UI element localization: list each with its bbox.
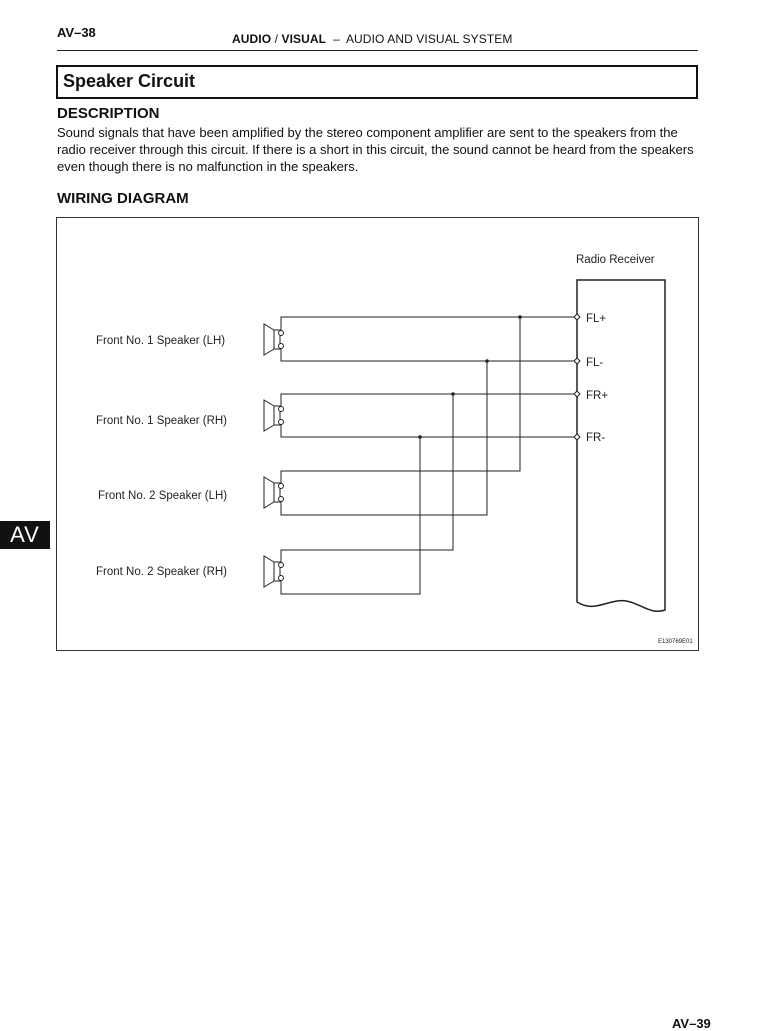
terminal-marker bbox=[574, 391, 580, 397]
wire-fr-plus bbox=[281, 394, 577, 407]
terminal-fr-plus-label: FR+ bbox=[586, 390, 609, 402]
terminal-fr-minus-label: FR- bbox=[586, 432, 606, 444]
wire-no2-rh-plus bbox=[281, 394, 453, 563]
speaker-label-front-no2-lh: Front No. 2 Speaker (LH) bbox=[98, 490, 228, 502]
figure-code: E130769E01 bbox=[658, 639, 693, 645]
header-rule bbox=[57, 50, 698, 51]
wire-no2-lh-plus bbox=[281, 317, 520, 484]
terminal-marker bbox=[574, 314, 580, 320]
junction-dot bbox=[485, 359, 489, 363]
description-text: Sound signals that have been amplified by the stereo component amplifier are sent to the speakers from the radio receiver through this circuit. If there is a short in this circuit, the sound cannot be heard from the speakers even though there is no malfunction in the speakers. bbox=[57, 125, 694, 174]
running-header bbox=[232, 32, 513, 46]
junction-dot bbox=[518, 315, 522, 319]
header-separator: / bbox=[271, 32, 282, 46]
terminal-marker bbox=[574, 434, 580, 440]
junction-dot bbox=[418, 435, 422, 439]
wire-no2-lh-minus bbox=[281, 361, 487, 515]
radio-receiver-box bbox=[577, 280, 665, 611]
title-box bbox=[56, 65, 698, 99]
wire-fl-minus bbox=[281, 348, 577, 361]
wiring-diagram-heading: WIRING DIAGRAM bbox=[57, 190, 189, 207]
description-heading: DESCRIPTION bbox=[57, 105, 160, 122]
header-section-audio: AUDIO bbox=[232, 32, 272, 46]
wire-fl-plus bbox=[281, 317, 577, 331]
page-title: Speaker Circuit bbox=[63, 71, 196, 91]
wire-fr-minus bbox=[281, 424, 577, 437]
terminal-marker bbox=[574, 358, 580, 364]
radio-receiver-label: Radio Receiver bbox=[576, 254, 655, 266]
speaker-label-front-no2-rh: Front No. 2 Speaker (RH) bbox=[96, 566, 228, 578]
junction-dot bbox=[451, 392, 455, 396]
header-section-visual: VISUAL bbox=[281, 32, 327, 46]
wiring-diagram-svg bbox=[57, 218, 698, 650]
side-tab-av: AV bbox=[0, 521, 50, 549]
header-system-name: – AUDIO AND VISUAL SYSTEM bbox=[326, 32, 513, 46]
terminal-fl-plus-label: FL+ bbox=[586, 313, 607, 325]
page-code-bottom: AV–39 bbox=[672, 1016, 711, 1031]
wiring-diagram bbox=[56, 217, 699, 651]
speaker-label-front-no1-rh: Front No. 1 Speaker (RH) bbox=[96, 415, 228, 427]
speaker-label-front-no1-lh: Front No. 1 Speaker (LH) bbox=[96, 335, 226, 347]
terminal-fl-minus-label: FL- bbox=[586, 357, 604, 369]
page-code-top: AV–38 bbox=[57, 25, 96, 40]
